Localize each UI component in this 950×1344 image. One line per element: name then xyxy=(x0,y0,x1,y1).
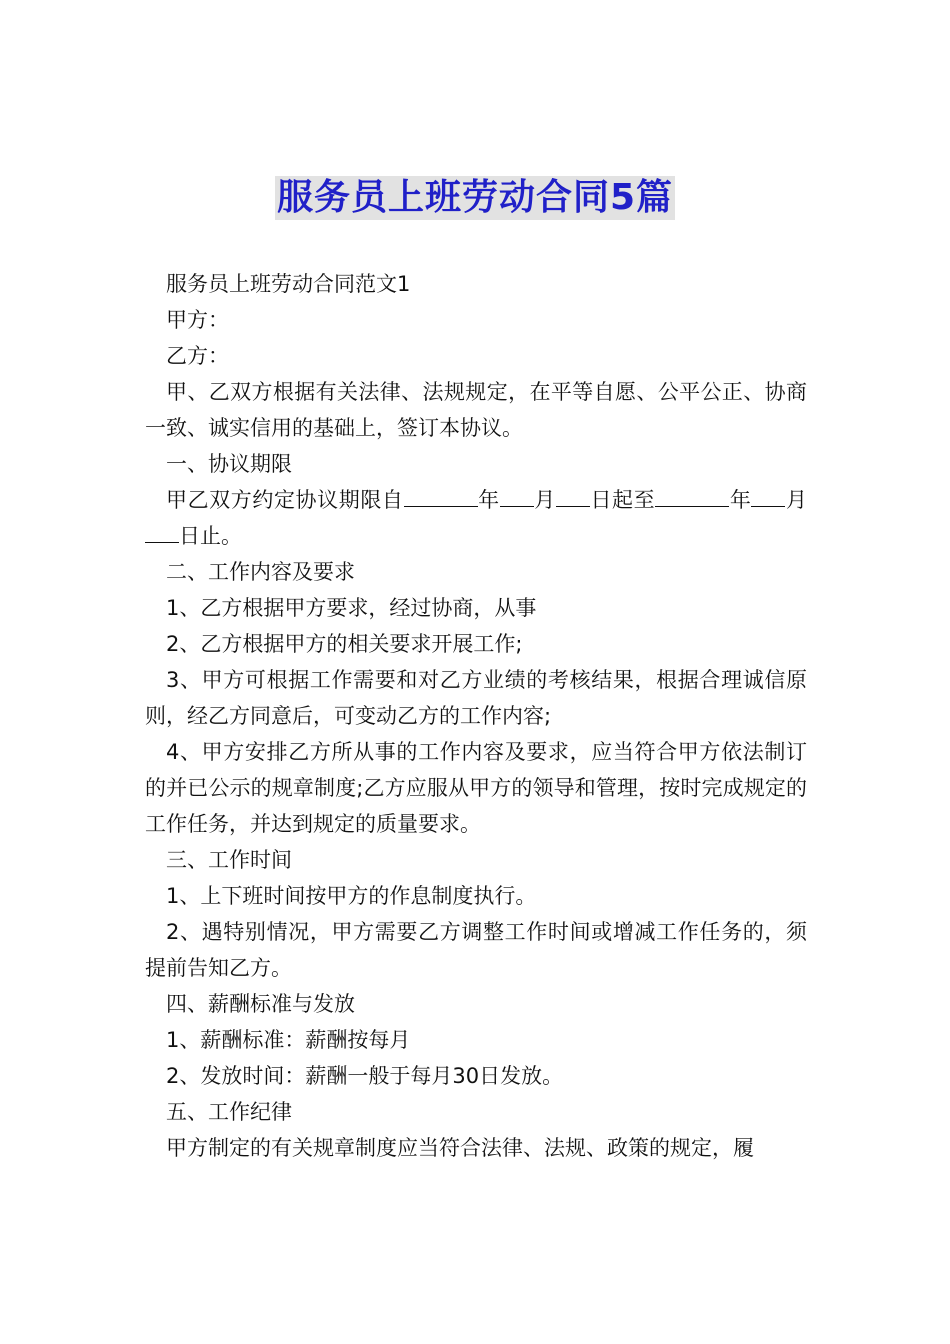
section-heading-hours: 三、工作时间 xyxy=(166,848,292,872)
blank-end-month-a xyxy=(751,484,785,507)
section-heading-work: 二、工作内容及要求 xyxy=(166,560,355,584)
blank-start-month xyxy=(500,484,534,507)
paragraph-preamble: 甲、乙双方根据有关法律、法规规定，在平等自愿、公平公正、协商一致、诚实信用的基础上，签订本协议。 xyxy=(145,380,807,440)
paragraph-term xyxy=(145,482,807,554)
term-text-end: 日止。 xyxy=(179,524,242,548)
paragraph-hours-1: 1、上下班时间按甲方的作息制度执行。 xyxy=(166,884,537,908)
blank-start-day xyxy=(556,484,590,507)
blank-end-year xyxy=(655,484,729,507)
paragraph-party-b: 乙方： xyxy=(166,344,229,368)
paragraph-work-4: 4、甲方安排乙方所从事的工作内容及要求，应当符合甲方依法制订的并已公示的规章制度;乙方应服从甲方的领导和管理，按时完成规定的工作任务，并达到规定的质量要求。 xyxy=(145,740,807,836)
paragraph-hours-2: 2、遇特别情况，甲方需要乙方调整工作时间或增减工作任务的，须提前告知乙方。 xyxy=(145,920,807,980)
title-container xyxy=(0,176,950,220)
term-text-year: 年 xyxy=(477,488,500,512)
section-heading-pay: 四、薪酬标准与发放 xyxy=(166,992,355,1016)
paragraph-work-3: 3、甲方可根据工作需要和对乙方业绩的考核结果，根据合理诚信原则，经乙方同意后，可变动乙方的工作内容; xyxy=(145,668,807,728)
term-text-end-year: 年 xyxy=(729,488,752,512)
blank-start-year xyxy=(404,484,478,507)
paragraph-work-1: 1、乙方根据甲方要求，经过协商，从事 xyxy=(166,596,537,620)
term-text-month: 月 xyxy=(533,488,556,512)
term-text-to: 日起至 xyxy=(589,488,656,512)
document-body xyxy=(145,266,807,1166)
paragraph-discipline: 甲方制定的有关规章制度应当符合法律、法规、政策的规定，履 xyxy=(166,1136,754,1160)
paragraph-heading-sample: 服务员上班劳动合同范文1 xyxy=(166,272,411,296)
section-heading-discipline: 五、工作纪律 xyxy=(166,1100,292,1124)
paragraph-pay-1: 1、薪酬标准：薪酬按每月 xyxy=(166,1028,411,1052)
section-heading-term: 一、协议期限 xyxy=(166,452,292,476)
term-text-start: 甲乙双方约定协议期限自 xyxy=(166,488,404,512)
paragraph-pay-2: 2、发放时间：薪酬一般于每月30日发放。 xyxy=(166,1064,564,1088)
document-title: 服务员上班劳动合同5篇 xyxy=(276,177,674,218)
paragraph-party-a: 甲方： xyxy=(166,308,229,332)
paragraph-work-2: 2、乙方根据甲方的相关要求开展工作; xyxy=(166,632,523,656)
term-text-end-month: 月 xyxy=(785,488,808,512)
blank-end-day xyxy=(145,520,179,543)
